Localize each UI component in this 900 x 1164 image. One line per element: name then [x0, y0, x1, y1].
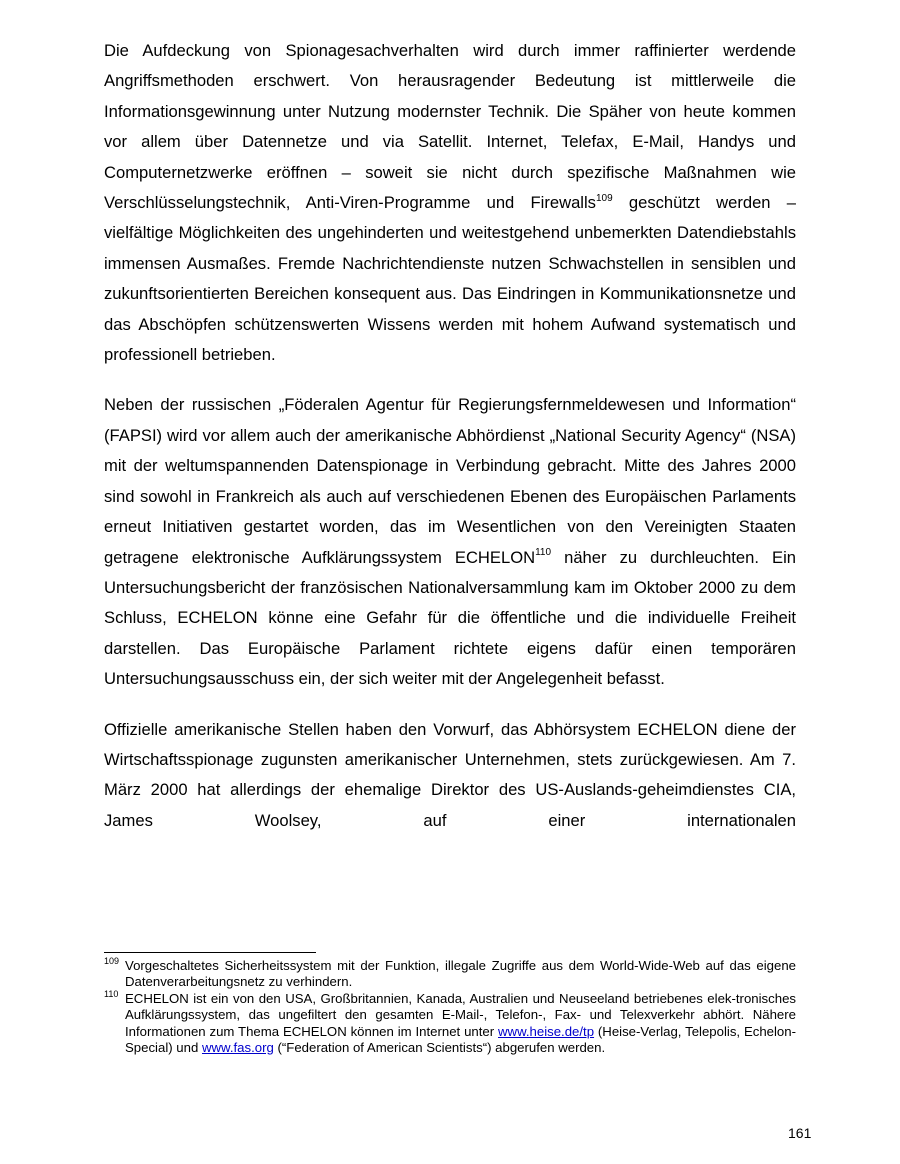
paragraph-echelon: [104, 390, 796, 694]
paragraph-text: geschützt werden – vielfältige Möglichkeiten des ungehinderten und weitestgehend unbemerkten Datendiebstahls immensen Ausmaßes. Fremde Nachrichtendienste nutzen Schwachstellen in sensiblen und zukunftsorientierten Bereichen konsequent aus. Das Eindringen in Kommunikationsnetze und das Abschöpfen schützenswerten Wissens werden mit hohem Aufwand systematisch und professionell betrieben.: [104, 193, 796, 365]
paragraph-text: näher zu durchleuchten. Ein Untersuchungsbericht der französischen Nationalversammlung kam im Oktober 2000 zu dem Schluss, ECHELON könne eine Gefahr für die öffentliche und die individuelle Freiheit darstellen. Das Europäische Parlament richtete eigens dafür einen temporären Untersuchungsausschuss ein, der sich weiter mit der Angelegenheit befasst.: [104, 547, 797, 689]
paragraph-text: Offizielle amerikanische Stellen haben den Vorwurf, das Abhörsystem ECHELON diene der Wirtschaftsspionage zugunsten amerikanischer Unternehmen, stets zurückgewiesen. Am 7. März 2000 hat allerdings der ehemalige Direktor des US-Auslands-geheimdienstes CIA, James Woolsey, auf einer internationalen: [104, 719, 796, 830]
footnote-text: (Heise-Verlag, Telepolis, Echelon-Special) und: [125, 1023, 796, 1056]
footnote-number: 110: [104, 988, 119, 999]
footnote-text: (“Federation of American Scientists“) abgerufen werden.: [273, 1040, 606, 1056]
paragraph-espionage-methods: [104, 36, 796, 370]
body-text: [104, 36, 796, 836]
link-heise[interactable]: www.heise.de/tp: [498, 1023, 595, 1039]
footnotes: [104, 958, 796, 1056]
footnote-ref-109[interactable]: 109: [595, 192, 613, 204]
paragraph-text: Neben der russischen „Föderalen Agentur für Regierungsfernmeldewesen und Information“ (FAPSI) wird vor allem auch der amerikanische Abhördienst „National Security Agency“ (NSA) mit der weltumspannenden Datenspionage in Verbindung gebracht. Mitte des Jahres 2000 sind sowohl in Frankreich als auch auf verschiedenen Ebenen des Europäischen Parlaments erneut Initiativen gestartet worden, das im Wesentlichen von den Vereinigten Staaten getragene elektronische Aufklärungssystem ECHELON: [104, 395, 796, 567]
footnote-separator: [104, 952, 316, 953]
paragraph-text: Die Aufdeckung von Spionagesachverhalten wird durch immer raffinierter werdende Angriffsmethoden erschwert. Von herausragender Bedeutung ist mittlerweile die Informationsgewinnung unter Nutzung modernster Technik. Die Späher von heute kommen vor allem über Datennetze und via Satellit. Internet, Telefax, E-Mail, Handys und Computernetzwerke eröffnen – soweit sie nicht durch spezifische Maßnahmen wie Verschlüsselungstechnik, Anti-Viren-Programme und Firewalls: [104, 41, 796, 213]
footnote-ref-110[interactable]: 110: [535, 546, 552, 558]
page-number: 161: [788, 1125, 812, 1141]
footnote-110: [104, 988, 796, 1057]
link-fas[interactable]: www.fas.org: [201, 1040, 274, 1056]
footnote-number: 109: [104, 956, 120, 966]
footnote-text: Vorgeschaltetes Sicherheitssystem mit der Funktion, illegale Zugriffe aus dem World-Wide-Web auf das eigene Datenverarbeitungsnetz zu verhindern.: [125, 958, 796, 990]
footnote-109: [104, 958, 796, 991]
footnote-text: ECHELON ist ein von den USA, Großbritannien, Kanada, Australien und Neuseeland betriebenes elek-tronisches Aufklärungssystem, das ungefiltert den gesamten E-Mail-, Telefon-, Fax- und Telexverkehr abhört. Nähere Informationen zum Thema ECHELON können im Internet unter: [125, 990, 796, 1039]
paragraph-official-statements: [104, 715, 796, 837]
